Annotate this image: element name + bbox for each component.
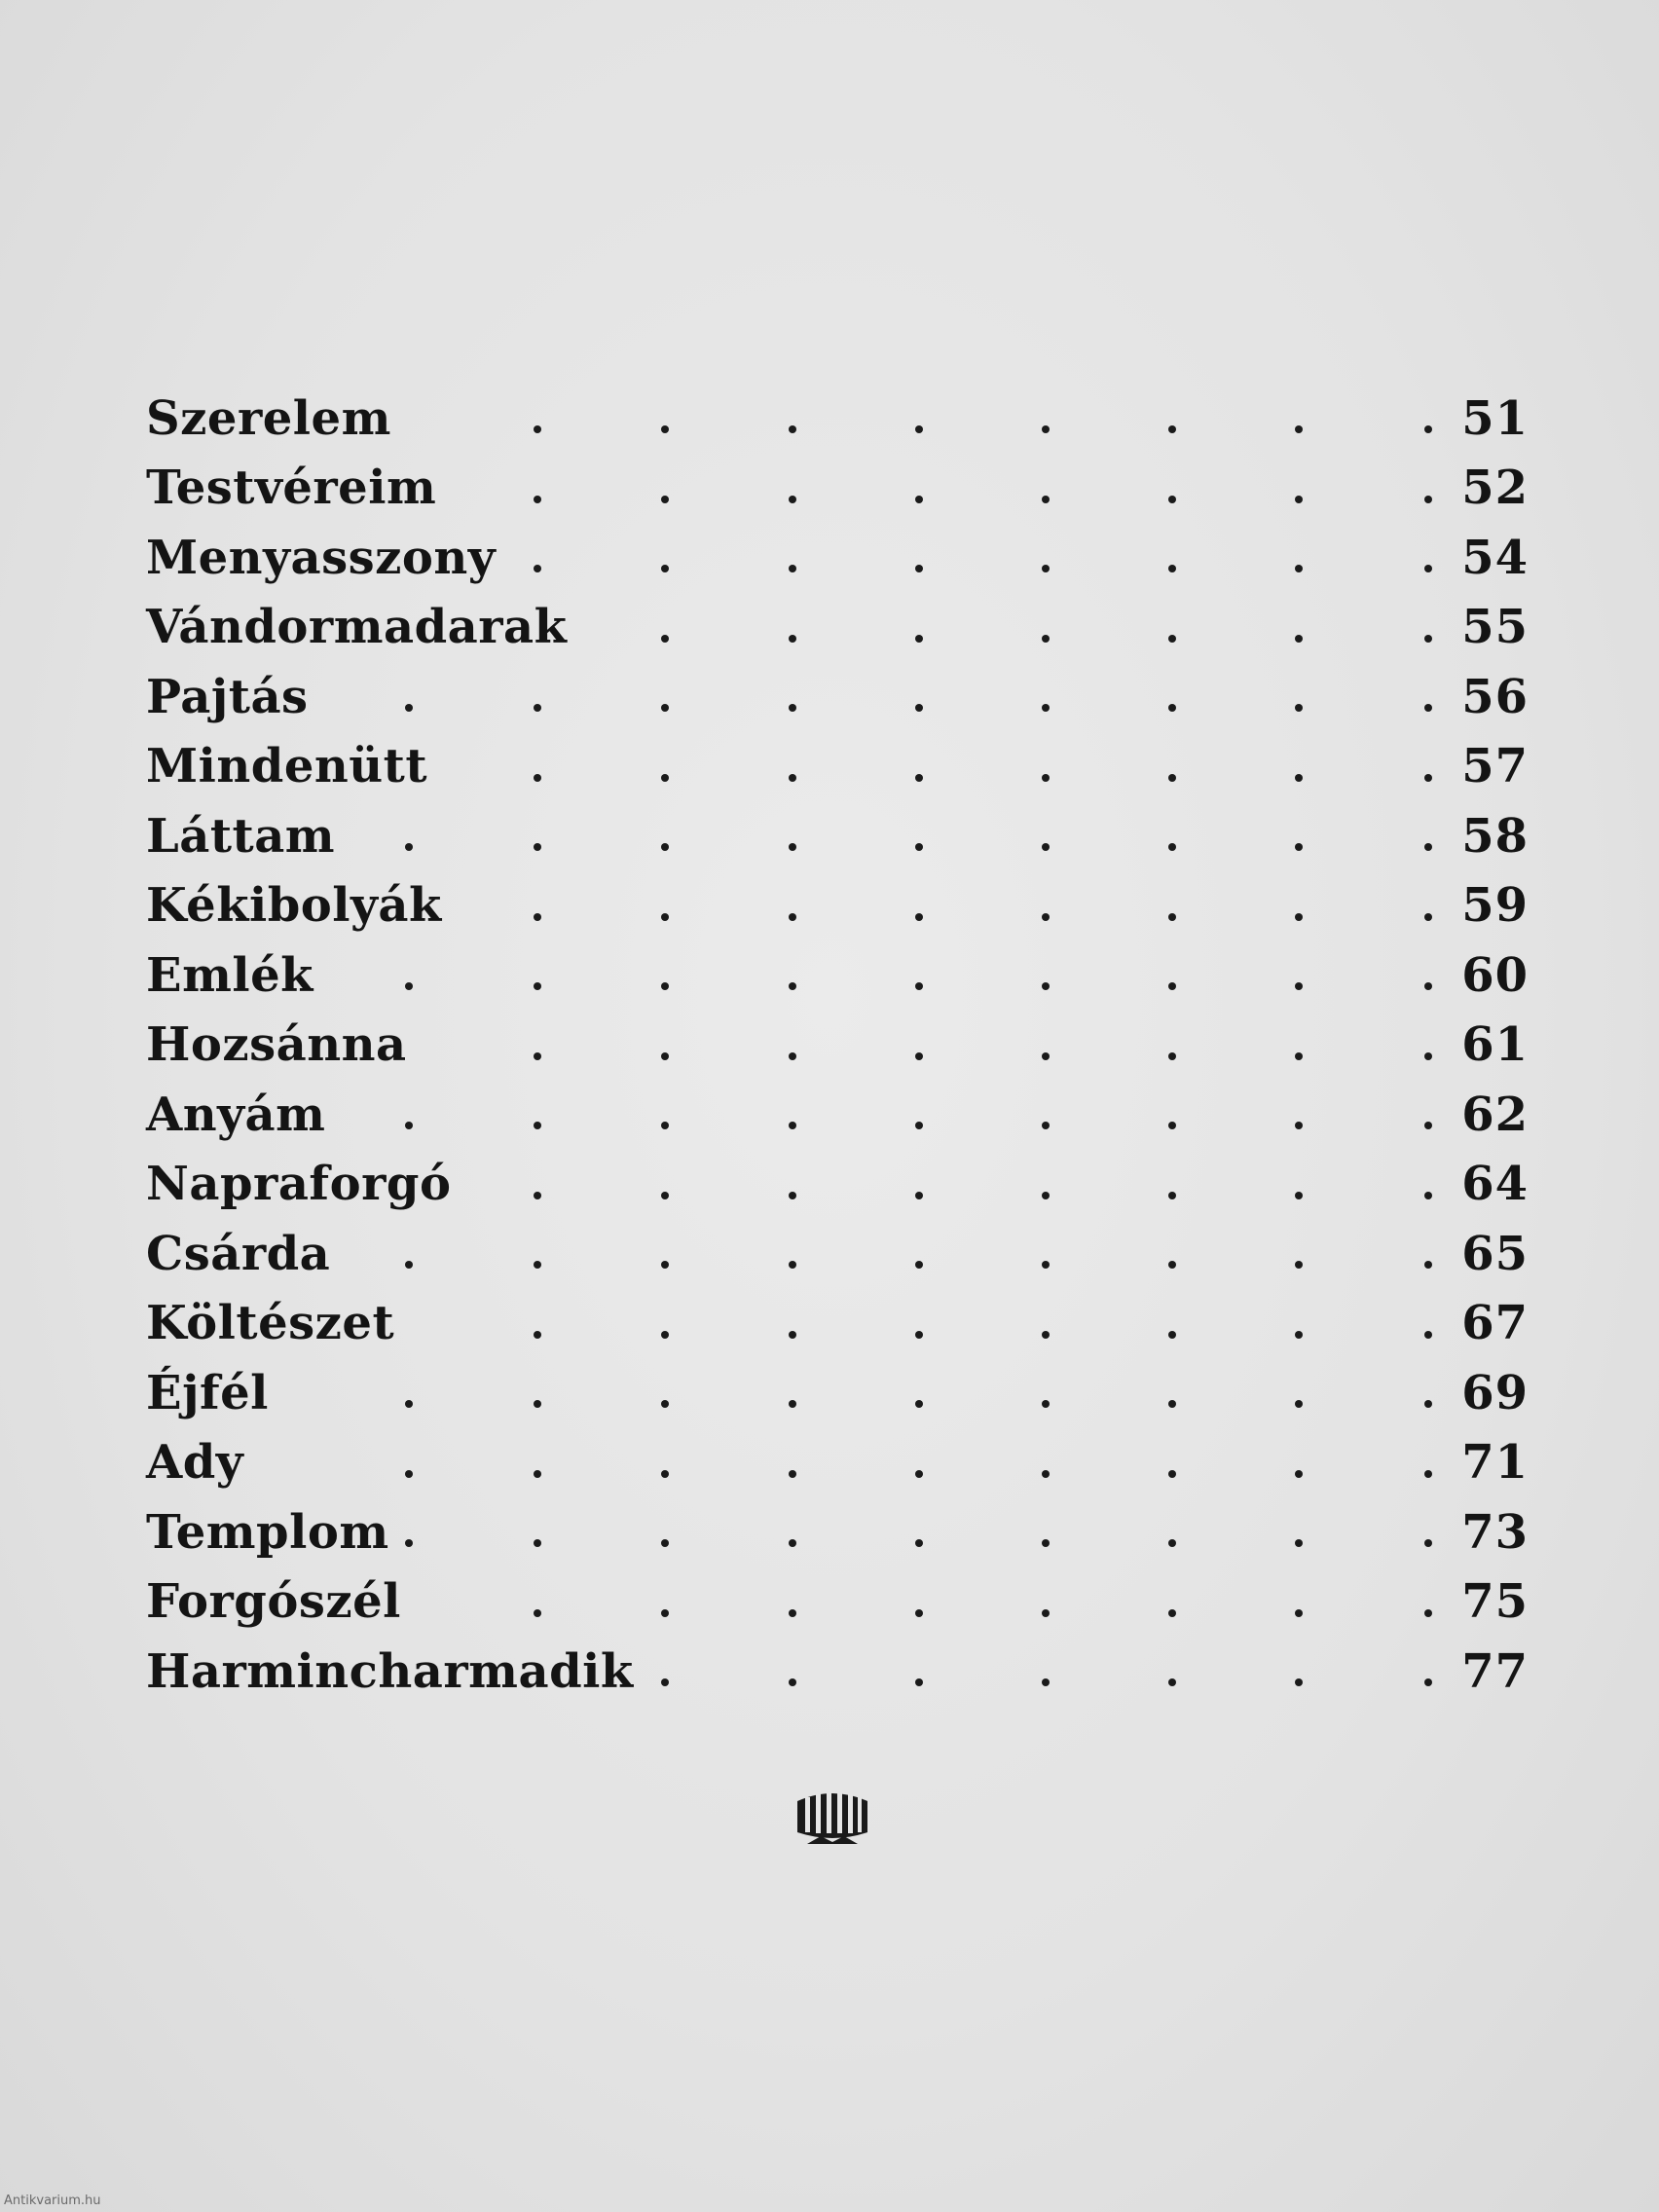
- toc-entry: [146, 593, 1529, 663]
- toc-entry-title: Forgószél: [146, 1574, 401, 1630]
- leader-dot: [1168, 1122, 1176, 1129]
- toc-entry: [146, 1428, 1529, 1498]
- leader-dot: [1168, 982, 1176, 990]
- leader-dot: [661, 1609, 669, 1617]
- leader-dot: [789, 843, 796, 851]
- leader-dot: [1295, 1678, 1303, 1686]
- leader-dot: [661, 1539, 669, 1547]
- leader-dot: [405, 843, 413, 851]
- leader-dot: [1295, 982, 1303, 990]
- leader-dot: [1424, 425, 1432, 433]
- leader-dot: [789, 1609, 796, 1617]
- toc-entry: [146, 523, 1529, 593]
- leader-dot: [1424, 1539, 1432, 1547]
- leader-dot: [1295, 1261, 1303, 1269]
- toc-entry-title: Emlék: [146, 947, 313, 1003]
- leader-dot: [1168, 1609, 1176, 1617]
- leader-dot: [1168, 704, 1176, 712]
- leader-dot: [534, 1192, 541, 1199]
- leader-dot: [1042, 635, 1050, 643]
- leader-dot: [661, 425, 669, 433]
- leader-dot: [661, 1052, 669, 1060]
- leader-dot: [661, 1470, 669, 1478]
- leader-dot: [1295, 843, 1303, 851]
- leader-dot: [1295, 496, 1303, 503]
- toc-entry: [146, 1637, 1529, 1707]
- leader-dot: [1295, 774, 1303, 782]
- leader-dot: [1295, 704, 1303, 712]
- toc-entry-page: 65: [1461, 1226, 1529, 1281]
- leader-dot: [789, 1470, 796, 1478]
- leader-dot: [405, 1122, 413, 1129]
- leader-dot: [915, 1122, 923, 1129]
- leader-dot: [1042, 1678, 1050, 1686]
- leader-dot: [789, 913, 796, 921]
- toc-entry: [146, 1150, 1529, 1220]
- leader-dot: [915, 1678, 923, 1686]
- toc-entry: [146, 940, 1529, 1011]
- leader-dot: [789, 1539, 796, 1547]
- leader-dot: [789, 774, 796, 782]
- leader-dot: [1168, 913, 1176, 921]
- leader-dot: [789, 1192, 796, 1199]
- leader-dot: [1168, 1400, 1176, 1408]
- toc-entry-page: 51: [1461, 390, 1529, 446]
- leader-dot: [915, 774, 923, 782]
- leader-dot: [789, 635, 796, 643]
- leader-dot: [1424, 913, 1432, 921]
- printer-mark-icon: [793, 1784, 871, 1852]
- toc-entry-title: Anyám: [146, 1087, 326, 1142]
- leader-dot: [405, 982, 413, 990]
- leader-dot: [1168, 1261, 1176, 1269]
- toc-entry: [146, 1289, 1529, 1359]
- toc-entry-page: 57: [1461, 739, 1529, 794]
- leader-dot: [1168, 425, 1176, 433]
- dot-leader: [146, 1219, 1529, 1289]
- leader-dot: [789, 1261, 796, 1269]
- leader-dot: [789, 565, 796, 572]
- leader-dot: [1168, 843, 1176, 851]
- leader-dot: [534, 843, 541, 851]
- leader-dot: [1042, 774, 1050, 782]
- leader-dot: [1042, 1192, 1050, 1199]
- leader-dot: [534, 1261, 541, 1269]
- leader-dot: [661, 1192, 669, 1199]
- toc-entry-page: 55: [1461, 600, 1529, 655]
- toc-entry: [146, 1497, 1529, 1567]
- leader-dot: [1168, 1052, 1176, 1060]
- leader-dot: [1295, 1539, 1303, 1547]
- leader-dot: [915, 425, 923, 433]
- leader-dot: [1424, 1192, 1432, 1199]
- leader-dot: [1424, 1331, 1432, 1339]
- leader-dot: [661, 1261, 669, 1269]
- leader-dot: [661, 496, 669, 503]
- leader-dot: [1168, 1470, 1176, 1478]
- leader-dot: [534, 1331, 541, 1339]
- toc-entry-page: 69: [1461, 1365, 1529, 1420]
- toc-entry-title: Vándormadarak: [146, 600, 568, 655]
- toc-entry-title: Mindenütt: [146, 739, 428, 794]
- leader-dot: [1042, 982, 1050, 990]
- leader-dot: [1168, 635, 1176, 643]
- leader-dot: [661, 1122, 669, 1129]
- leader-dot: [534, 1539, 541, 1547]
- toc-entry-title: Költészet: [146, 1296, 395, 1351]
- toc-entry: [146, 1358, 1529, 1428]
- leader-dot: [1295, 1609, 1303, 1617]
- toc-entry: [146, 1219, 1529, 1289]
- toc-entry-title: Harmincharmadik: [146, 1643, 634, 1699]
- leader-dot: [915, 704, 923, 712]
- toc-entry-page: 56: [1461, 669, 1529, 724]
- leader-dot: [1295, 1331, 1303, 1339]
- leader-dot: [915, 913, 923, 921]
- leader-dot: [915, 565, 923, 572]
- toc-entry-page: 54: [1461, 530, 1529, 585]
- leader-dot: [1042, 843, 1050, 851]
- leader-dot: [661, 1678, 669, 1686]
- leader-dot: [534, 1122, 541, 1129]
- leader-dot: [789, 496, 796, 503]
- leader-dot: [1424, 982, 1432, 990]
- leader-dot: [534, 1470, 541, 1478]
- toc-entry-title: Szerelem: [146, 390, 391, 446]
- leader-dot: [661, 635, 669, 643]
- toc-entry: [146, 454, 1529, 524]
- leader-dot: [1295, 1052, 1303, 1060]
- leader-dot: [789, 1052, 796, 1060]
- leader-dot: [534, 774, 541, 782]
- toc-entry-page: 62: [1461, 1087, 1529, 1142]
- leader-dot: [534, 1609, 541, 1617]
- toc-entry-page: 75: [1461, 1574, 1529, 1630]
- leader-dot: [1168, 496, 1176, 503]
- toc-entry-title: Templom: [146, 1504, 389, 1560]
- leader-dot: [1168, 1539, 1176, 1547]
- leader-dot: [534, 1052, 541, 1060]
- toc-entry-page: 58: [1461, 808, 1529, 864]
- leader-dot: [534, 565, 541, 572]
- toc-entry-title: Kékibolyák: [146, 878, 442, 934]
- leader-dot: [915, 1052, 923, 1060]
- leader-dot: [789, 1122, 796, 1129]
- leader-dot: [534, 496, 541, 503]
- leader-dot: [789, 982, 796, 990]
- leader-dot: [405, 1539, 413, 1547]
- leader-dot: [661, 982, 669, 990]
- leader-dot: [1295, 913, 1303, 921]
- table-of-contents: [146, 384, 1529, 1707]
- leader-dot: [1424, 843, 1432, 851]
- leader-dot: [661, 704, 669, 712]
- toc-entry-title: Hozsánna: [146, 1017, 407, 1073]
- leader-dot: [405, 1400, 413, 1408]
- toc-entry-page: 61: [1461, 1017, 1529, 1073]
- leader-dot: [661, 913, 669, 921]
- toc-entry-page: 73: [1461, 1504, 1529, 1560]
- leader-dot: [1168, 1331, 1176, 1339]
- toc-entry-title: Ady: [146, 1435, 244, 1491]
- toc-entry: [146, 1080, 1529, 1150]
- leader-dot: [1042, 1261, 1050, 1269]
- leader-dot: [789, 1400, 796, 1408]
- toc-entry: [146, 384, 1529, 454]
- leader-dot: [1168, 774, 1176, 782]
- toc-entry: [146, 662, 1529, 732]
- leader-dot: [915, 1331, 923, 1339]
- leader-dot: [534, 982, 541, 990]
- leader-dot: [1295, 425, 1303, 433]
- toc-entry-page: 59: [1461, 878, 1529, 934]
- toc-entry-page: 52: [1461, 461, 1529, 516]
- leader-dot: [405, 1470, 413, 1478]
- watermark: Antikvarium.hu: [4, 2194, 101, 2208]
- leader-dot: [1424, 1122, 1432, 1129]
- leader-dot: [1042, 704, 1050, 712]
- dot-leader: [146, 1428, 1529, 1498]
- leader-dot: [915, 1400, 923, 1408]
- leader-dot: [534, 425, 541, 433]
- leader-dot: [915, 843, 923, 851]
- leader-dot: [1424, 1052, 1432, 1060]
- leader-dot: [661, 843, 669, 851]
- leader-dot: [1042, 913, 1050, 921]
- leader-dot: [915, 635, 923, 643]
- leader-dot: [1295, 565, 1303, 572]
- leader-dot: [1042, 1052, 1050, 1060]
- leader-dot: [1424, 496, 1432, 503]
- leader-dot: [1424, 635, 1432, 643]
- toc-entry: [146, 1567, 1529, 1638]
- leader-dot: [1042, 1609, 1050, 1617]
- toc-entry-page: 71: [1461, 1435, 1529, 1491]
- leader-dot: [1042, 496, 1050, 503]
- leader-dot: [534, 704, 541, 712]
- leader-dot: [1042, 1331, 1050, 1339]
- leader-dot: [1424, 1609, 1432, 1617]
- leader-dot: [1424, 1261, 1432, 1269]
- leader-dot: [534, 913, 541, 921]
- leader-dot: [1042, 1470, 1050, 1478]
- leader-dot: [1424, 565, 1432, 572]
- leader-dot: [1168, 1192, 1176, 1199]
- leader-dot: [789, 704, 796, 712]
- leader-dot: [789, 1331, 796, 1339]
- leader-dot: [915, 1192, 923, 1199]
- leader-dot: [405, 1261, 413, 1269]
- leader-dot: [915, 1609, 923, 1617]
- toc-entry-page: 77: [1461, 1643, 1529, 1699]
- toc-entry-page: 67: [1461, 1296, 1529, 1351]
- toc-entry-title: Éjfél: [146, 1365, 269, 1420]
- leader-dot: [534, 1400, 541, 1408]
- leader-dot: [1424, 1400, 1432, 1408]
- leader-dot: [1424, 774, 1432, 782]
- leader-dot: [405, 704, 413, 712]
- leader-dot: [661, 1331, 669, 1339]
- toc-entry-title: Csárda: [146, 1226, 331, 1281]
- toc-entry: [146, 871, 1529, 941]
- leader-dot: [915, 496, 923, 503]
- toc-entry: [146, 732, 1529, 802]
- leader-dot: [1424, 1470, 1432, 1478]
- leader-dot: [1424, 704, 1432, 712]
- toc-entry-title: Láttam: [146, 808, 336, 864]
- leader-dot: [1295, 1400, 1303, 1408]
- leader-dot: [1295, 1192, 1303, 1199]
- leader-dot: [915, 1261, 923, 1269]
- toc-entry-title: Menyasszony: [146, 530, 497, 585]
- toc-entry-page: 60: [1461, 947, 1529, 1003]
- leader-dot: [1042, 1122, 1050, 1129]
- leader-dot: [789, 1678, 796, 1686]
- dot-leader: [146, 1080, 1529, 1150]
- leader-dot: [1042, 1400, 1050, 1408]
- dot-leader: [146, 1358, 1529, 1428]
- toc-entry-title: Testvéreim: [146, 461, 437, 516]
- leader-dot: [789, 425, 796, 433]
- leader-dot: [915, 1470, 923, 1478]
- toc-entry-page: 64: [1461, 1157, 1529, 1212]
- leader-dot: [915, 1539, 923, 1547]
- leader-dot: [661, 1400, 669, 1408]
- toc-entry-title: Pajtás: [146, 669, 309, 724]
- leader-dot: [1295, 635, 1303, 643]
- toc-entry: [146, 801, 1529, 871]
- leader-dot: [1424, 1678, 1432, 1686]
- dot-leader: [146, 940, 1529, 1011]
- dot-leader: [146, 801, 1529, 871]
- leader-dot: [1295, 1122, 1303, 1129]
- leader-dot: [1042, 565, 1050, 572]
- leader-dot: [1042, 1539, 1050, 1547]
- leader-dot: [1295, 1470, 1303, 1478]
- leader-dot: [915, 982, 923, 990]
- leader-dot: [1168, 1678, 1176, 1686]
- dot-leader: [146, 662, 1529, 732]
- leader-dot: [1042, 425, 1050, 433]
- leader-dot: [661, 565, 669, 572]
- leader-dot: [661, 774, 669, 782]
- toc-entry-title: Napraforgó: [146, 1157, 452, 1212]
- toc-entry: [146, 1011, 1529, 1081]
- leader-dot: [1168, 565, 1176, 572]
